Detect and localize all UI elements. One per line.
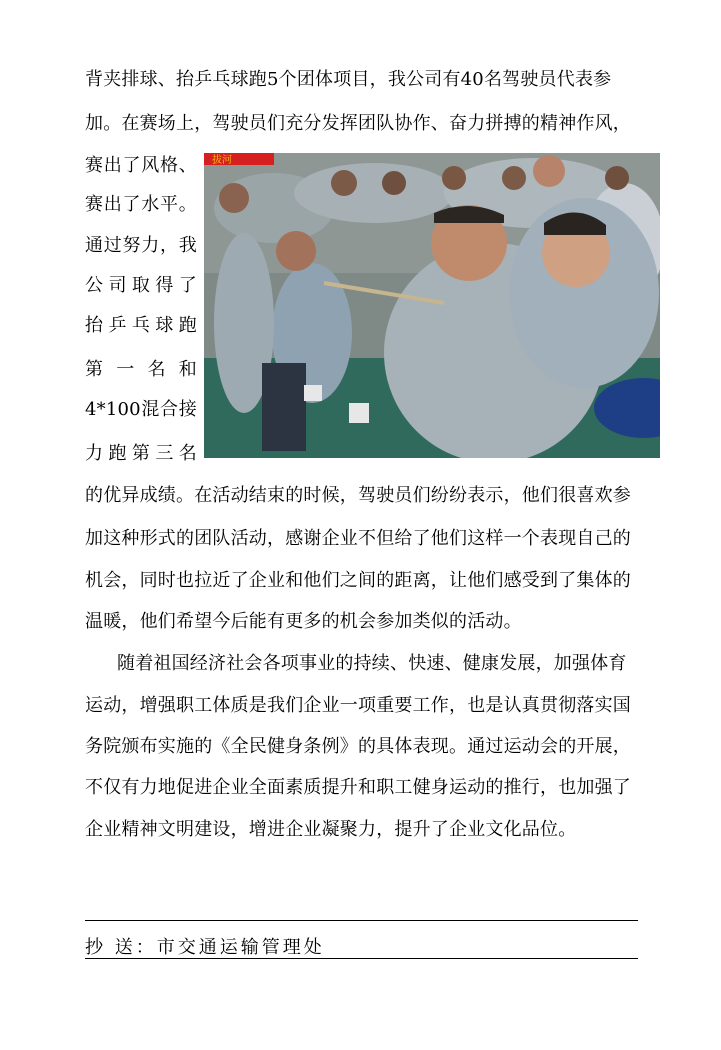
cc-bottom-rule xyxy=(85,958,638,959)
side-line-7: 4*100混合接 xyxy=(85,399,197,420)
para2-line-5: 企业精神文明建设，增进企业凝聚力，提升了企业文化品位。 xyxy=(85,819,577,840)
para1-cont-line-4: 温暖，他们希望今后能有更多的机会参加类似的活动。 xyxy=(85,611,522,632)
side-line-2: 赛出了水平。 xyxy=(85,194,197,215)
side-line-1: 赛出了风格、 xyxy=(85,155,197,176)
para1-line-2: 加。在赛场上，驾驶员们充分发挥团队协作、奋力拼搏的精神作风， xyxy=(85,113,631,134)
para1-line-1: 背夹排球、抬乒乓球跑5个团体项目，我公司有40名驾驶员代表参 xyxy=(85,69,612,90)
tug-of-war-photo xyxy=(204,153,660,458)
para1-cont-line-2: 加这种形式的团队活动，感谢企业不但给了他们这样一个表现自己的 xyxy=(85,528,631,549)
side-line-3: 通过努力，我 xyxy=(85,235,197,256)
side-line-4: 公司取得了 xyxy=(85,275,197,296)
para2-line-4: 不仅有力地促进企业全面素质提升和职工健身运动的推行，也加强了 xyxy=(85,777,631,798)
side-line-5: 抬乒乓球跑 xyxy=(85,315,197,336)
side-line-6: 第 一 名 和 xyxy=(85,359,197,380)
cc-line: 抄 送：市交通运输管理处 xyxy=(85,937,325,958)
side-line-8: 力跑第三名 xyxy=(85,443,197,464)
banner-text: 拔河 xyxy=(212,155,232,166)
para2-line-2: 运动，增强职工体质是我们企业一项重要工作，也是认真贯彻落实国 xyxy=(85,695,631,716)
cc-top-rule xyxy=(85,920,638,921)
para2-line-1: 随着祖国经济社会各项事业的持续、快速、健康发展，加强体育 xyxy=(117,653,627,674)
para1-cont-line-1: 的优异成绩。在活动结束的时候，驾驶员们纷纷表示，他们很喜欢参 xyxy=(85,485,631,506)
para2-line-3: 务院颁布实施的《全民健身条例》的具体表现。通过运动会的开展， xyxy=(85,736,631,757)
para1-cont-line-3: 机会，同时也拉近了企业和他们之间的距离，让他们感受到了集体的 xyxy=(85,570,631,591)
